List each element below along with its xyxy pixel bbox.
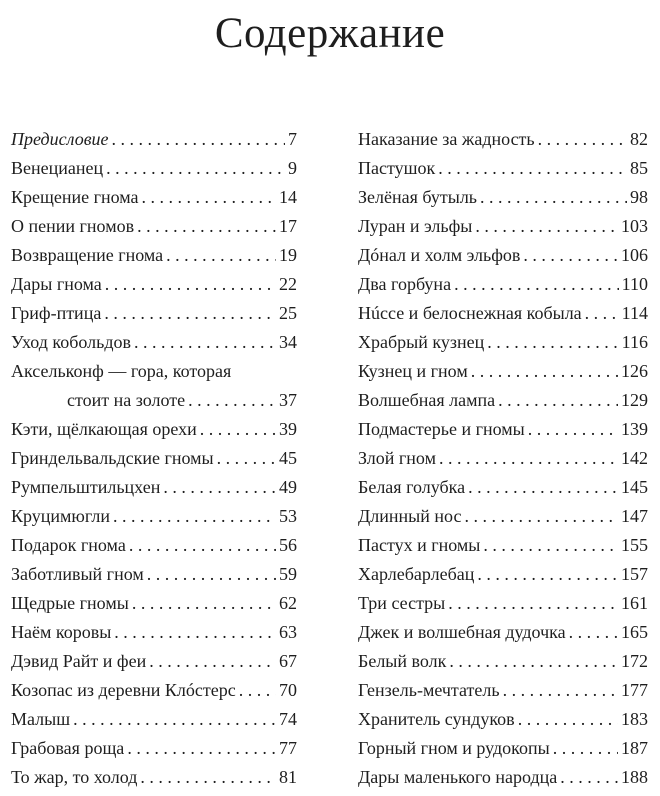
toc-entry[interactable] <box>358 328 648 357</box>
toc-entry-title: Дары гнома <box>11 274 102 294</box>
toc-column-right <box>358 125 648 792</box>
toc-entry-page: 155 <box>621 535 648 555</box>
toc-entry-title: Подмастерье и гномы <box>358 419 525 439</box>
toc-entry[interactable] <box>11 444 297 473</box>
dot-leader <box>188 386 276 415</box>
toc-entry[interactable] <box>11 763 297 792</box>
toc-entry[interactable] <box>358 734 648 763</box>
dot-leader <box>560 763 618 792</box>
dot-leader <box>480 183 627 212</box>
toc-entry-title: Белая голубка <box>358 477 466 497</box>
toc-entry[interactable] <box>358 241 648 270</box>
toc-entry-page: 37 <box>279 390 297 410</box>
toc-entry-page: 7 <box>288 129 297 149</box>
toc-entry-page: 110 <box>621 274 648 294</box>
dot-leader <box>132 589 276 618</box>
toc-entry[interactable] <box>358 531 648 560</box>
toc-entry-title: Храбрый кузнец <box>358 332 485 352</box>
toc-entry[interactable] <box>11 328 297 357</box>
toc-entry-page: 17 <box>279 216 297 236</box>
toc-entry-title: Заботливый гном <box>11 564 144 584</box>
toc-entry-title: Гриф-птица <box>11 303 102 323</box>
toc-entry-page: 161 <box>621 593 648 613</box>
toc-entry-title: Волшебная лампа <box>358 390 496 410</box>
toc-entry-page: 62 <box>279 593 297 613</box>
dot-leader <box>166 241 276 270</box>
toc-entry-title: Предисловие <box>11 129 109 149</box>
toc-entry[interactable] <box>11 357 297 415</box>
toc-entry-page: 129 <box>621 390 648 410</box>
toc-entry-page: 70 <box>279 680 297 700</box>
dot-leader <box>147 560 276 589</box>
toc-entry[interactable] <box>11 415 297 444</box>
toc-entry-page: 147 <box>621 506 648 526</box>
toc-entry-page: 172 <box>621 651 648 671</box>
toc-entry[interactable] <box>11 154 297 183</box>
dot-leader <box>73 705 276 734</box>
toc-entry-page: 49 <box>279 477 297 497</box>
toc-entry[interactable] <box>358 270 648 299</box>
dot-leader <box>112 125 285 154</box>
toc-entry-page: 177 <box>621 680 648 700</box>
toc-entry[interactable] <box>11 125 297 154</box>
toc-entry[interactable] <box>358 676 648 705</box>
toc-entry-title: Зелёная бутыль <box>358 187 478 207</box>
toc-entry[interactable] <box>11 473 297 502</box>
toc-entry-title: Щедрые гномы <box>11 593 129 613</box>
toc-entry-page: 77 <box>279 738 297 758</box>
toc-entry[interactable] <box>11 531 297 560</box>
toc-entry[interactable] <box>11 618 297 647</box>
toc-entry[interactable] <box>11 560 297 589</box>
toc-entry-page: 56 <box>279 535 297 555</box>
toc-entry-title: Три сестры <box>358 593 446 613</box>
toc-entry-page: 9 <box>288 158 297 178</box>
toc-entry[interactable] <box>11 705 297 734</box>
toc-entry-title: Два горбуна <box>358 274 452 294</box>
toc-entry-page: 106 <box>621 245 648 265</box>
toc-entry-page: 126 <box>621 361 648 381</box>
dot-leader <box>585 299 619 328</box>
toc-entry[interactable] <box>358 589 648 618</box>
toc-entry[interactable] <box>358 560 648 589</box>
dot-leader <box>487 328 618 357</box>
toc-entry[interactable] <box>358 154 648 183</box>
toc-entry-title: Наём коровы <box>11 622 112 642</box>
dot-leader <box>523 241 618 270</box>
toc-entry-title: О пении гномов <box>11 216 135 236</box>
toc-entry-page: 187 <box>621 738 648 758</box>
toc-entry[interactable] <box>11 299 297 328</box>
dot-leader <box>163 473 276 502</box>
toc-entry-page: 139 <box>621 419 648 439</box>
dot-leader <box>538 125 627 154</box>
toc-entry-page: 142 <box>621 448 648 468</box>
toc-entry[interactable] <box>358 299 648 328</box>
toc-entry[interactable] <box>11 212 297 241</box>
toc-entry[interactable] <box>358 386 648 415</box>
toc-entry[interactable] <box>358 212 648 241</box>
toc-entry[interactable] <box>358 415 648 444</box>
dot-leader <box>140 763 276 792</box>
toc-entry-title: Козопас из деревни Клóстерс <box>11 680 236 700</box>
toc-entry-title: Дóнал и холм эльфов <box>358 245 521 265</box>
toc-entry[interactable] <box>11 589 297 618</box>
dot-leader <box>200 415 276 444</box>
dot-leader <box>149 647 276 676</box>
toc-entry-title: Горный гном и рудокопы <box>358 738 550 758</box>
dot-leader <box>503 676 618 705</box>
dot-leader <box>448 589 618 618</box>
toc-entry-title: Гензель-мечтатель <box>358 680 500 700</box>
dot-leader <box>438 154 627 183</box>
toc-entry-page: 165 <box>621 622 648 642</box>
toc-entry-page: 82 <box>630 129 648 149</box>
toc-entry-title: Гриндельвальдские гномы <box>11 448 214 468</box>
toc-entry-title: Подарок гнома <box>11 535 126 555</box>
dot-leader <box>569 618 618 647</box>
toc-entry[interactable] <box>11 241 297 270</box>
toc-entry-page: 188 <box>621 767 648 787</box>
dot-leader <box>449 647 618 676</box>
dot-leader <box>105 270 276 299</box>
toc-entry-title: Кэти, щёлкающая орехи <box>11 419 197 439</box>
toc-entry-title: Нúссе и белоснежная кобыла <box>358 303 582 323</box>
dot-leader <box>142 183 276 212</box>
page-title: Содержание <box>214 10 446 57</box>
dot-leader <box>477 560 618 589</box>
toc-entry-title: Дары маленького народца <box>358 767 558 787</box>
toc-entry-title: Уход кобольдов <box>11 332 131 352</box>
toc-entry[interactable] <box>358 705 648 734</box>
toc-entry-title: Венецианец <box>11 158 104 178</box>
toc-entry[interactable] <box>358 357 648 386</box>
toc-entry[interactable] <box>11 270 297 299</box>
toc-entry[interactable] <box>358 618 648 647</box>
toc-entry-title: Круцимюгли <box>11 506 110 526</box>
dot-leader <box>528 415 618 444</box>
toc-entry-title: Аксельконф — гора, которая <box>11 361 232 381</box>
toc-column-left <box>11 125 297 792</box>
toc-entry-page: 53 <box>279 506 297 526</box>
dot-leader <box>454 270 619 299</box>
dot-leader <box>127 734 276 763</box>
toc-entry-title: Пастух и гномы <box>358 535 481 555</box>
dot-leader <box>464 502 618 531</box>
dot-leader <box>104 299 276 328</box>
dot-leader <box>113 502 276 531</box>
toc-entry-page: 19 <box>279 245 297 265</box>
toc-entry-page: 157 <box>621 564 648 584</box>
toc-entry-title: Хранитель сундуков <box>358 709 515 729</box>
toc-entry-page: 34 <box>279 332 297 352</box>
toc-entry[interactable] <box>358 502 648 531</box>
toc-entry-page: 39 <box>279 419 297 439</box>
toc-entry-title: Румпельштильцхен <box>11 477 161 497</box>
toc-entry[interactable] <box>11 734 297 763</box>
toc-entry-title: Длинный нос <box>358 506 462 526</box>
toc-entry-title: Белый волк <box>358 651 447 671</box>
toc-entry-title: Кузнец и гном <box>358 361 468 381</box>
dot-leader <box>137 212 276 241</box>
toc-entry-page: 59 <box>279 564 297 584</box>
toc-entry-page: 145 <box>621 477 648 497</box>
toc-entry-page: 81 <box>279 767 297 787</box>
dot-leader <box>129 531 276 560</box>
toc-entry[interactable] <box>358 183 648 212</box>
toc-entry-page: 114 <box>621 303 648 323</box>
dot-leader <box>114 618 276 647</box>
dot-leader <box>483 531 618 560</box>
toc-entry[interactable] <box>358 444 648 473</box>
dot-leader <box>439 444 618 473</box>
toc-entry-page: 183 <box>621 709 648 729</box>
toc-entry-page: 45 <box>279 448 297 468</box>
toc-entry-title: Дэвид Райт и феи <box>11 651 147 671</box>
toc-entry-title: Злой гном <box>358 448 436 468</box>
toc-entry-page: 74 <box>279 709 297 729</box>
toc-entry-title: Луран и эльфы <box>358 216 473 236</box>
toc-entry[interactable] <box>11 183 297 212</box>
dot-leader <box>468 473 618 502</box>
toc-entry[interactable] <box>11 502 297 531</box>
toc-entry-title: Малыш <box>11 709 71 729</box>
dot-leader <box>553 734 618 763</box>
toc-entry-page: 63 <box>279 622 297 642</box>
toc-entry-page: 25 <box>279 303 297 323</box>
toc-entry-page: 85 <box>630 158 648 178</box>
dot-leader <box>134 328 276 357</box>
toc-entry[interactable] <box>358 125 648 154</box>
toc-entry-page: 116 <box>621 332 648 352</box>
dot-leader <box>475 212 618 241</box>
toc-entry-title: Грабовая роща <box>11 738 125 758</box>
toc-entry-title: Крещение гнома <box>11 187 139 207</box>
toc-entry-title: Возвращение гнома <box>11 245 164 265</box>
dot-leader <box>106 154 285 183</box>
dot-leader <box>498 386 618 415</box>
toc-entry-title-continued: стоит на золоте <box>67 390 186 410</box>
toc-entry[interactable] <box>358 473 648 502</box>
toc-entry-page: 14 <box>279 187 297 207</box>
toc-entry-page: 67 <box>279 651 297 671</box>
dot-leader <box>217 444 276 473</box>
toc-entry-page: 22 <box>279 274 297 294</box>
toc-entry-title: То жар, то холод <box>11 767 138 787</box>
toc-entry[interactable] <box>358 647 648 676</box>
toc-entry[interactable] <box>358 763 648 792</box>
toc-entry-page: 103 <box>621 216 648 236</box>
toc-entry[interactable] <box>11 647 297 676</box>
toc-entry-title: Наказание за жадность <box>358 129 535 149</box>
toc-entry-title: Джек и волшебная дудочка <box>358 622 566 642</box>
dot-leader <box>518 705 618 734</box>
toc-entry-title: Пастушок <box>358 158 436 178</box>
dot-leader <box>471 357 618 386</box>
toc-entry-title: Харлебарлебац <box>358 564 475 584</box>
dot-leader <box>239 676 276 705</box>
toc-entry[interactable] <box>11 676 297 705</box>
toc-entry-page: 98 <box>630 187 648 207</box>
